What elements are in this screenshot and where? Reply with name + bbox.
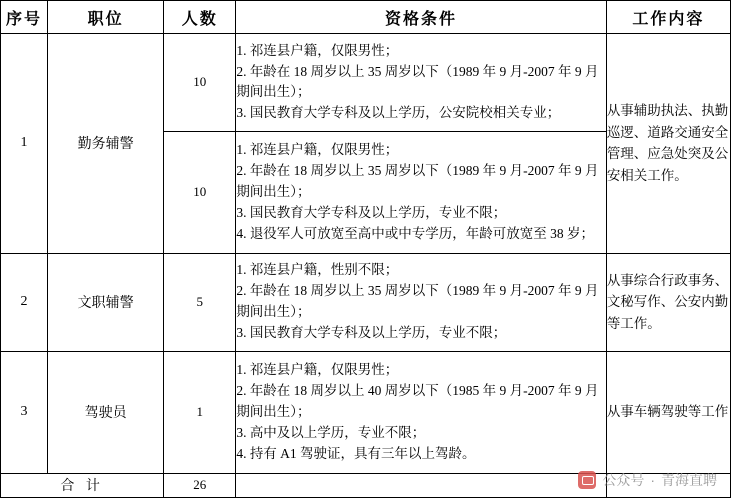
header-work: 工作内容 [606,1,730,34]
row-requirements [236,34,607,132]
total-label: 合 计 [1,473,164,497]
row-requirements [236,253,607,351]
requirement-line: 4. 持有 A1 驾驶证，具有三年以上驾龄。 [236,445,476,461]
row-count: 10 [164,34,236,132]
row-count: 5 [164,253,236,351]
table-header [1,1,731,34]
requirement-line: 4. 退役军人可放宽至高中或中专学历，年龄可放宽至 38 岁； [236,225,595,241]
requirement-line: 2. 年龄在 18 周岁以上 35 周岁以下（1989 年 9 月-2007 年 9 月期间出生）； [236,162,599,199]
table-row [1,253,731,351]
watermark-prefix: 公众号 [602,472,645,488]
requirement-line: 1. 祁连县户籍，仅限男性； [236,42,399,58]
row-count: 10 [164,131,236,253]
requirement-line: 2. 年龄在 18 周岁以上 35 周岁以下（1989 年 9 月-2007 年 9 月期间出生）； [236,63,599,100]
row-count: 1 [164,351,236,473]
requirement-line: 2. 年龄在 18 周岁以上 40 周岁以下（1985 年 9 月-2007 年 9 月期间出生）； [236,382,599,419]
requirement-line: 1. 祁连县户籍，性别不限； [236,262,399,278]
header-no: 序号 [1,1,48,34]
row-no: 1 [1,34,48,254]
row-position: 文职辅警 [48,253,164,351]
row-no: 2 [1,253,48,351]
total-row [1,473,731,497]
requirement-line: 3. 国民教育大学专科及以上学历，公安院校相关专业； [236,105,561,121]
table-row [1,34,731,132]
requirement-line: 1. 祁连县户籍，仅限男性； [236,142,399,158]
requirement-line: 3. 高中及以上学历，专业不限； [236,424,426,440]
header-count: 人数 [164,1,236,34]
requirement-line: 3. 国民教育大学专科及以上学历，专业不限； [236,204,507,220]
requirement-line: 2. 年龄在 18 周岁以上 35 周岁以下（1989 年 9 月-2007 年 9 月期间出生）； [236,283,599,320]
row-position: 驾驶员 [48,351,164,473]
watermark-name: 青海直聘 [661,472,717,488]
row-no: 3 [1,351,48,473]
table-body [1,34,731,498]
total-work-empty [606,473,730,497]
row-position: 勤务辅警 [48,34,164,254]
row-requirements [236,351,607,473]
watermark-separator: · [650,472,655,488]
header-position: 职位 [48,1,164,34]
header-requirements: 资格条件 [236,1,607,34]
row-work: 从事综合行政事务、文秘写作、公安内勤等工作。 [606,253,730,351]
row-work: 从事车辆驾驶等工作 [606,351,730,473]
row-requirements [236,131,607,253]
table-header-row [1,1,731,34]
table-row [1,351,731,473]
total-count: 26 [164,473,236,497]
requirement-line: 1. 祁连县户籍，仅限男性； [236,361,399,377]
requirement-line: 3. 国民教育大学专科及以上学历，专业不限； [236,325,507,341]
total-requirements-empty [236,473,607,497]
row-work: 从事辅助执法、执勤巡逻、道路交通安全管理、应急处突及公安相关工作。 [606,34,730,254]
